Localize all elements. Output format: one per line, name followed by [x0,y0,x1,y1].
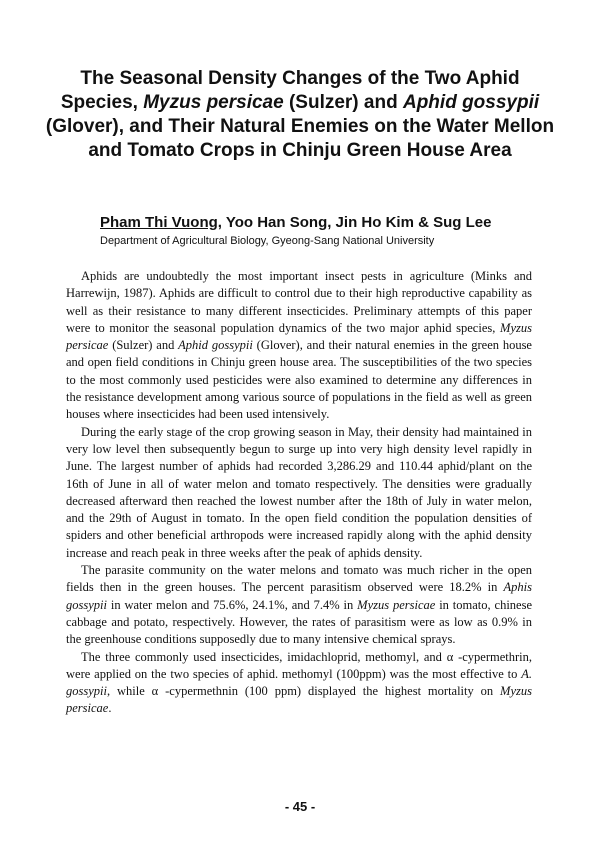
paragraph-1-species-1: Myzus persicae [66,320,532,353]
title-species-1: Myzus persicae [143,92,284,113]
paragraph-2: During the early stage of the crop growing season in May, their density had maintained in very low level then subsequently begun to surge up into very high density level rapidly in June. The largest number of aphids had recorded 3,286.29 and 110.44 aphid/plant on the 16th of June in all of water melon and tomato respectively. The densities were gradually decreased afterward then reached the lowest number after the 18th of July in water melon, and the 29th of August in tomato. In the open field condition the population densities of spiders and other beneficial arthropods were increased rapidly along with the aphid density increase and reach peak in three weeks after the peak of aphids density. [66,424,532,560]
paragraph-4-species-2: Myzus persicae [66,684,532,716]
paper-title [40,67,560,163]
title-part-3: (Glover), and Their Natural Enemies on the Water Mellon and Tomato Crops in Chinju Green House Area [45,116,555,161]
paragraph-3-text-a: The parasite community on the water melons and tomato was much richer in the open fields then in the green houses. The percent parasitism observed were 18.2% in [66,563,532,595]
paragraph-4 [66,649,532,718]
title-part-1: The Seasonal Density Changes of the Two Aphid Species, [60,68,520,113]
title-species-2: Aphid gossypii [402,92,540,113]
paragraph-4-text-a: The three commonly used insecticides, imidachloprid, methomyl, and α -cypermethrin, were applied on the two species of aphid. methomyl (100ppm) was the most effective to [66,649,532,681]
paragraph-1-text-c: (Sulzer) and [108,338,179,353]
paragraph-3 [66,562,532,648]
affiliation: Department of Agricultural Biology, Gyeong-Sang National University [100,235,435,247]
paragraph-3-species-2: Myzus persicae [357,597,436,612]
paragraph-3-text-e: in tomato, chinese cabbage and potato, respectively. However, the rates of parasitism were as low as 0.9% in the greenhouse conditions supposedly due to many intensive chemical sprays. [66,597,532,647]
paragraph-1-text-e: (Glover), and their natural enemies in the green house and open field conditions in Chinju green house area. The susceptibilities of the two species to the most commonly used pesticides were also examined to determine any differences in the resistance development among various source of populations in the field as well as green houses where insecticides had been used intensively. [66,338,532,422]
paragraph-4-text-e: . [108,701,112,716]
first-author: Pham Thi Vuong [100,214,218,231]
abstract-body [66,268,532,718]
paragraph-3-text-c: in water melon and 75.6%, 24.1%, and 7.4% in [106,597,358,612]
paragraph-3-species-1: Aphis gossypii [66,580,532,612]
other-authors: , Yoo Han Song, Jin Ho Kim & Sug Lee [217,214,492,231]
title-part-2: (Sulzer) and [283,92,403,113]
author-list [100,213,570,232]
paragraph-4-species-1: A. gossypii [66,666,532,699]
paragraph-1 [66,268,532,424]
page-number: - 45 - [284,799,316,814]
paragraph-1-species-2: Aphid gossypii [178,338,253,353]
paragraph-1-text-a: Aphids are undoubtedly the most important insect pests in agriculture (Minks and Harrewijn, 1987). Aphids are difficult to control due to their high reproductive capability as well as their resistance to many different insecticides. Preliminary attempts of this paper were to monitor the seasonal population dynamics of the two major aphid species, [66,269,532,335]
paragraph-4-text-c: , while α -cypermethnin (100 ppm) displayed the highest mortality on [106,684,501,699]
